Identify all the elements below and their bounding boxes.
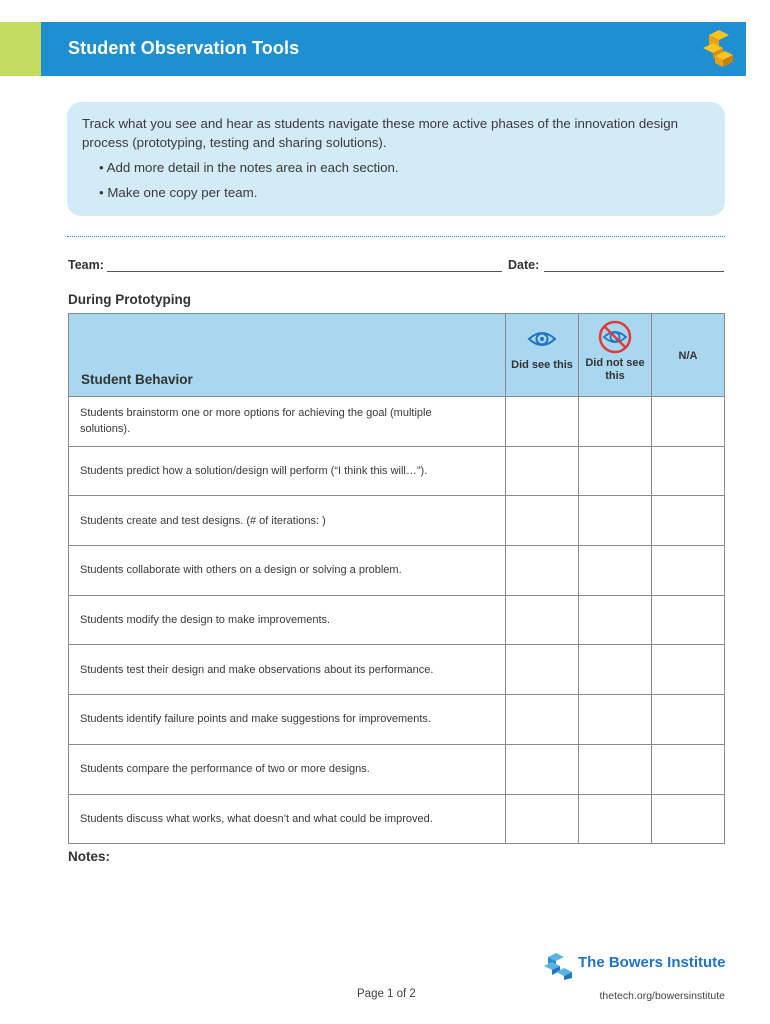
section-title: During Prototyping	[68, 292, 191, 307]
did-see-checkbox[interactable]	[506, 645, 579, 695]
intro-text: Track what you see and hear as students navigate these more active phases of the innovation design process (prototyping, testing and sharing solutions).	[82, 116, 679, 150]
team-label: Team:	[68, 258, 104, 272]
date-label: Date:	[508, 258, 540, 272]
did-not-see-checkbox[interactable]	[579, 744, 652, 794]
column-header-label: Did see this	[511, 359, 573, 371]
behavior-cell: Students identify failure points and make suggestions for improvements.	[69, 695, 506, 745]
na-checkbox[interactable]	[652, 744, 725, 794]
did-see-checkbox[interactable]	[506, 496, 579, 546]
table-row	[69, 695, 725, 745]
dotted-divider	[67, 236, 725, 237]
table-row	[69, 397, 725, 447]
page-title: Student Observation Tools	[68, 38, 300, 58]
behavior-cell: Students discuss what works, what doesn’t and what could be improved.	[69, 794, 506, 844]
behavior-cell: Students collaborate with others on a design or solving a problem.	[69, 546, 506, 596]
intro-panel	[67, 102, 725, 216]
observation-table	[68, 313, 725, 844]
table-row	[69, 546, 725, 596]
na-checkbox[interactable]	[652, 446, 725, 496]
notes-label: Notes:	[68, 849, 111, 864]
column-header-label: Did not see this	[585, 357, 645, 382]
bowers-cube-logo-icon	[697, 29, 737, 69]
did-see-checkbox[interactable]	[506, 546, 579, 596]
na-checkbox[interactable]	[652, 397, 725, 447]
intro-bullet: • Add more detail in the notes area in each section.	[99, 160, 399, 175]
did-see-checkbox[interactable]	[506, 595, 579, 645]
behavior-cell: Students modify the design to make improvements.	[69, 595, 506, 645]
did-not-see-checkbox[interactable]	[579, 695, 652, 745]
team-field[interactable]	[107, 271, 502, 272]
table-row	[69, 595, 725, 645]
did-not-see-checkbox[interactable]	[579, 397, 652, 447]
did-not-see-checkbox[interactable]	[579, 645, 652, 695]
na-checkbox[interactable]	[652, 595, 725, 645]
table-row	[69, 496, 725, 546]
column-header-na	[652, 314, 725, 397]
table-row	[69, 744, 725, 794]
website-url: thetech.org/bowersinstitute	[599, 990, 725, 1002]
na-checkbox[interactable]	[652, 645, 725, 695]
behavior-cell: Students create and test designs. (# of iterations: )	[69, 496, 506, 546]
did-see-checkbox[interactable]	[506, 744, 579, 794]
table-row	[69, 794, 725, 844]
behavior-cell: Students brainstorm one or more options for achieving the goal (multiple solutions).	[69, 397, 506, 447]
did-not-see-checkbox[interactable]	[579, 546, 652, 596]
column-header-did-not-see	[579, 314, 652, 397]
did-not-see-checkbox[interactable]	[579, 794, 652, 844]
did-not-see-checkbox[interactable]	[579, 496, 652, 546]
na-checkbox[interactable]	[652, 794, 725, 844]
table-header-row	[69, 314, 725, 397]
did-see-checkbox[interactable]	[506, 397, 579, 447]
na-checkbox[interactable]	[652, 695, 725, 745]
column-header-label: N/A	[678, 350, 698, 362]
table-row	[69, 446, 725, 496]
intro-bullet: • Make one copy per team.	[99, 185, 258, 200]
column-header-label: Student Behavior	[81, 372, 193, 387]
did-see-checkbox[interactable]	[506, 695, 579, 745]
did-not-see-checkbox[interactable]	[579, 595, 652, 645]
header-bar	[41, 22, 746, 76]
behavior-cell: Students test their design and make observations about its performance.	[69, 645, 506, 695]
header-accent-tab	[0, 22, 41, 76]
bowers-cube-logo-icon	[542, 950, 576, 980]
eye-crossed-icon	[598, 320, 632, 354]
column-header-behavior	[69, 314, 506, 397]
na-checkbox[interactable]	[652, 546, 725, 596]
footer-logo	[542, 950, 732, 980]
did-not-see-checkbox[interactable]	[579, 446, 652, 496]
did-see-checkbox[interactable]	[506, 446, 579, 496]
table-row	[69, 645, 725, 695]
behavior-cell: Students compare the performance of two or more designs.	[69, 744, 506, 794]
na-checkbox[interactable]	[652, 496, 725, 546]
eye-icon	[527, 324, 557, 354]
org-name: The Bowers Institute	[578, 954, 726, 971]
page-number: Page 1 of 2	[357, 988, 416, 1000]
column-header-did-see	[506, 314, 579, 397]
behavior-cell: Students predict how a solution/design will perform (“I think this will…”).	[69, 446, 506, 496]
did-see-checkbox[interactable]	[506, 794, 579, 844]
date-field[interactable]	[544, 271, 724, 272]
